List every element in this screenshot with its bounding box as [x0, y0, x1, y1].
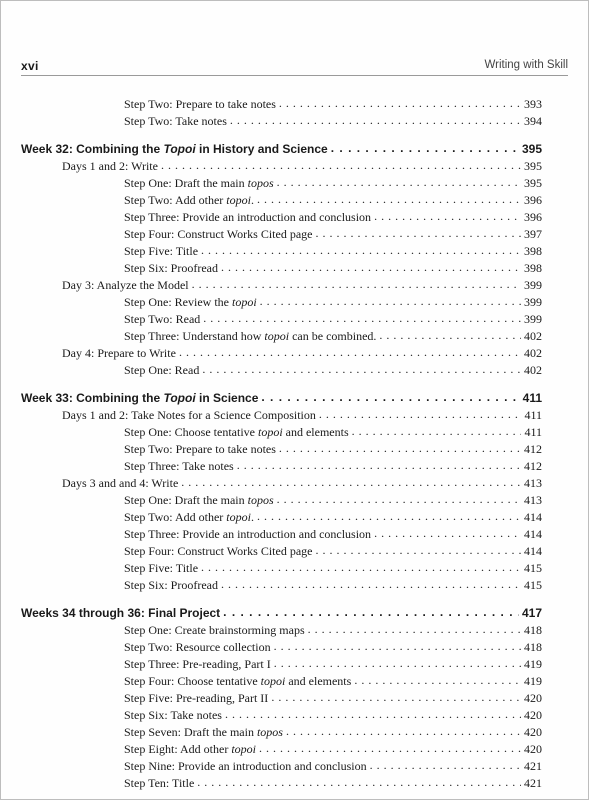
toc-entry [124, 176, 542, 191]
entry-page-number: 420 [524, 691, 542, 705]
toc-entry [62, 346, 542, 361]
entry-title-text: Step Two: Add other [124, 193, 227, 207]
entry-title-text: Step One: Review the [124, 295, 232, 309]
entry-title: Weeks 34 through 36: Final Project [21, 606, 221, 620]
entry-title-italic: topoi [260, 674, 286, 688]
dot-leader [192, 277, 521, 292]
toc-entry [62, 408, 542, 423]
dot-leader [221, 577, 521, 592]
entry-title: Step Two: Resource collection [124, 640, 271, 654]
entry-title-text: in History and Science [195, 142, 328, 156]
toc-entry [124, 742, 542, 757]
entry-title-italic: topoi [257, 425, 283, 439]
entry-title: Days 1 and 2: Take Notes for a Science Composition [62, 408, 316, 422]
toc-entry [124, 329, 542, 344]
entry-title: Days 1 and 2: Write [62, 159, 158, 173]
entry-title: Step Six: Take notes [124, 708, 222, 722]
dot-leader [277, 175, 521, 190]
entry-title [21, 142, 328, 157]
entry-page-number: 421 [524, 759, 542, 773]
entry-title [124, 725, 283, 740]
entry-title: Step Four: Construct Works Cited page [124, 544, 313, 558]
book-title: Writing with Skill [484, 59, 568, 71]
entry-page-number: 414 [524, 510, 542, 524]
entry-page-number: 393 [524, 97, 542, 111]
entry-page-number: 417 [521, 606, 542, 620]
entry-title: Step Two: Read [124, 312, 201, 326]
entry-title-italic: topos [256, 725, 283, 739]
dot-leader [279, 441, 521, 456]
entry-page-number: 398 [524, 261, 542, 275]
entry-page-number: 413 [524, 476, 542, 490]
entry-page-number: 397 [524, 227, 542, 241]
toc-entry [124, 363, 542, 378]
toc-entry [124, 691, 542, 706]
entry-page-number: 396 [524, 193, 542, 207]
entry-title: Step Ten: Title [124, 776, 195, 790]
entry-title: Step Three: Provide an introduction and conclusion [124, 527, 372, 541]
entry-page-number: 418 [524, 623, 542, 637]
entry-title-italic: topoi [226, 193, 251, 207]
toc-entry [62, 159, 542, 174]
toc-entry [124, 657, 542, 672]
entry-title [124, 742, 256, 757]
toc-entry [124, 674, 542, 689]
entry-page-number: 420 [524, 725, 542, 739]
entry-title-text: Step One: Draft the main [124, 493, 248, 507]
entry-title: Step Four: Construct Works Cited page [124, 227, 313, 241]
entry-page-number: 399 [524, 278, 542, 292]
entry-title: Step Two: Prepare to take notes [124, 97, 276, 111]
entry-page-number: 421 [524, 776, 542, 790]
entry-page-number: 399 [524, 295, 542, 309]
entry-title-italic: Topoi [163, 391, 196, 405]
toc-entry [124, 261, 542, 276]
entry-title: Step Six: Proofread [124, 261, 218, 275]
dot-leader [274, 639, 521, 654]
entry-page-number: 415 [524, 561, 542, 575]
entry-title-text: Step Seven: Draft the main [124, 725, 257, 739]
entry-title: Day 4: Prepare to Write [62, 346, 176, 360]
entry-title-text: Week 33: Combining the [21, 391, 164, 405]
toc-entry [124, 227, 542, 242]
entry-title: Step One: Read [124, 363, 200, 377]
entry-page-number: 413 [524, 493, 542, 507]
dot-leader [279, 96, 521, 111]
entry-title-text: can be combined. [289, 329, 377, 343]
toc-entry [124, 459, 542, 474]
entry-title: Days 3 and and 4: Write [62, 476, 179, 490]
entry-page-number: 411 [524, 408, 542, 422]
entry-title: Step One: Create brainstorming maps [124, 623, 305, 637]
entry-title-italic: topoi [231, 295, 257, 309]
entry-title-text: Step Three: Understand how [124, 329, 265, 343]
entry-title: Step Five: Title [124, 561, 199, 575]
toc-entry [124, 493, 542, 508]
entry-title-text: Step Eight: Add other [124, 742, 232, 756]
dot-leader [259, 741, 521, 756]
entry-title [124, 674, 351, 689]
dot-leader [271, 690, 521, 705]
entry-page-number: 414 [524, 544, 542, 558]
entry-page-number: 402 [524, 363, 542, 377]
toc-entry [124, 776, 542, 791]
entry-title-italic: topoi [226, 510, 251, 524]
dot-leader [201, 560, 521, 575]
toc-entry [124, 561, 542, 576]
toc-entry [62, 476, 542, 491]
entry-title: Step Nine: Provide an introduction and conclusion [124, 759, 367, 773]
entry-page-number: 419 [524, 657, 542, 671]
toc-entry [124, 425, 542, 440]
entry-title: Step Five: Title [124, 244, 199, 258]
entry-title-italic: topos [247, 493, 274, 507]
entry-title-italic: topoi [231, 742, 256, 756]
toc-entry [124, 708, 542, 723]
toc-entry [124, 623, 542, 638]
toc-entry [124, 210, 542, 225]
dot-leader [315, 543, 521, 558]
entry-page-number: 402 [524, 346, 542, 360]
entry-page-number: 395 [521, 142, 542, 156]
entry-title [124, 193, 254, 208]
entry-page-number: 419 [524, 674, 542, 688]
dot-leader [308, 622, 521, 637]
dot-leader [223, 605, 519, 620]
dot-leader [201, 243, 521, 258]
dot-leader [331, 141, 519, 156]
entry-page-number: 418 [524, 640, 542, 654]
entry-title-text: in Science [195, 391, 259, 405]
entry-title-text: Step Two: Add other [124, 510, 227, 524]
toc-entry [124, 97, 542, 112]
dot-leader [260, 294, 521, 309]
dot-leader [370, 758, 521, 773]
dot-leader [374, 526, 521, 541]
dot-leader [221, 260, 521, 275]
toc-entry [124, 725, 542, 740]
header-divider [21, 75, 568, 76]
entry-title: Step Three: Pre-reading, Part I [124, 657, 271, 671]
entry-title [124, 295, 257, 310]
entry-page-number: 411 [524, 425, 542, 439]
entry-title-text: Step One: Draft the main [124, 176, 248, 190]
entry-title [124, 425, 349, 440]
toc-entry [124, 442, 542, 457]
entry-page-number: 414 [524, 527, 542, 541]
dot-leader [203, 311, 521, 326]
dot-leader [374, 209, 521, 224]
entry-title [124, 493, 274, 508]
dot-leader [379, 328, 521, 343]
entry-page-number: 395 [524, 159, 542, 173]
entry-title: Step Six: Proofread [124, 578, 218, 592]
toc-entry [124, 510, 542, 525]
entry-title-italic: Topoi [163, 142, 196, 156]
entry-page-number: 394 [524, 114, 542, 128]
dot-leader [277, 492, 521, 507]
entry-title: Step Two: Prepare to take notes [124, 442, 276, 456]
entry-title-text: . [250, 193, 254, 207]
entry-title [124, 510, 254, 525]
entry-title: Step Two: Take notes [124, 114, 227, 128]
entry-page-number: 399 [524, 312, 542, 326]
toc-entry [124, 527, 542, 542]
toc-entry [62, 278, 542, 293]
dot-leader [274, 656, 521, 671]
page-number: xvi [21, 59, 39, 73]
entry-page-number: 415 [524, 578, 542, 592]
entry-title [124, 329, 376, 344]
entry-title-italic: topoi [264, 329, 290, 343]
dot-leader [237, 458, 521, 473]
toc-week-entry [21, 142, 542, 157]
dot-leader [230, 113, 521, 128]
dot-leader [319, 407, 522, 422]
toc-week-entry [21, 391, 542, 406]
dot-leader [352, 424, 522, 439]
entry-title-text: and elements [282, 425, 349, 439]
toc-entry [124, 544, 542, 559]
dot-leader [286, 724, 521, 739]
toc-entry [124, 759, 542, 774]
dot-leader [202, 362, 521, 377]
entry-page-number: 402 [524, 329, 542, 343]
entry-title-text: Step One: Choose tentative [124, 425, 258, 439]
toc-week-entry [21, 606, 542, 621]
toc-entry [124, 578, 542, 593]
entry-title-italic: topos [247, 176, 274, 190]
entry-title-text: Week 32: Combining the [21, 142, 164, 156]
running-header [21, 59, 568, 73]
dot-leader [354, 673, 521, 688]
entry-page-number: 395 [524, 176, 542, 190]
entry-title: Step Three: Provide an introduction and conclusion [124, 210, 372, 224]
dot-leader [179, 345, 521, 360]
toc-entry [124, 114, 542, 129]
dot-leader [161, 158, 521, 173]
dot-leader [315, 226, 521, 241]
dot-leader [197, 775, 521, 790]
toc-entry [124, 640, 542, 655]
entry-title: Step Five: Pre-reading, Part II [124, 691, 269, 705]
entry-page-number: 396 [524, 210, 542, 224]
dot-leader [181, 475, 521, 490]
entry-title: Step Three: Take notes [124, 459, 234, 473]
toc-entry [124, 244, 542, 259]
entry-title [21, 391, 258, 406]
entry-page-number: 420 [524, 708, 542, 722]
dot-leader [257, 509, 521, 524]
entry-page-number: 412 [524, 442, 542, 456]
entry-title-text: Step Four: Choose tentative [124, 674, 261, 688]
entry-page-number: 412 [524, 459, 542, 473]
dot-leader [225, 707, 521, 722]
toc-entry [124, 312, 542, 327]
entry-title [124, 176, 274, 191]
entry-page-number: 420 [524, 742, 542, 756]
dot-leader [261, 390, 519, 405]
entry-title-text: . [250, 510, 254, 524]
toc-entry [124, 295, 542, 310]
toc-entry [124, 193, 542, 208]
entry-title-text: and elements [285, 674, 352, 688]
dot-leader [257, 192, 521, 207]
entry-page-number: 398 [524, 244, 542, 258]
entry-page-number: 411 [522, 391, 542, 405]
entry-title: Day 3: Analyze the Model [62, 278, 189, 292]
